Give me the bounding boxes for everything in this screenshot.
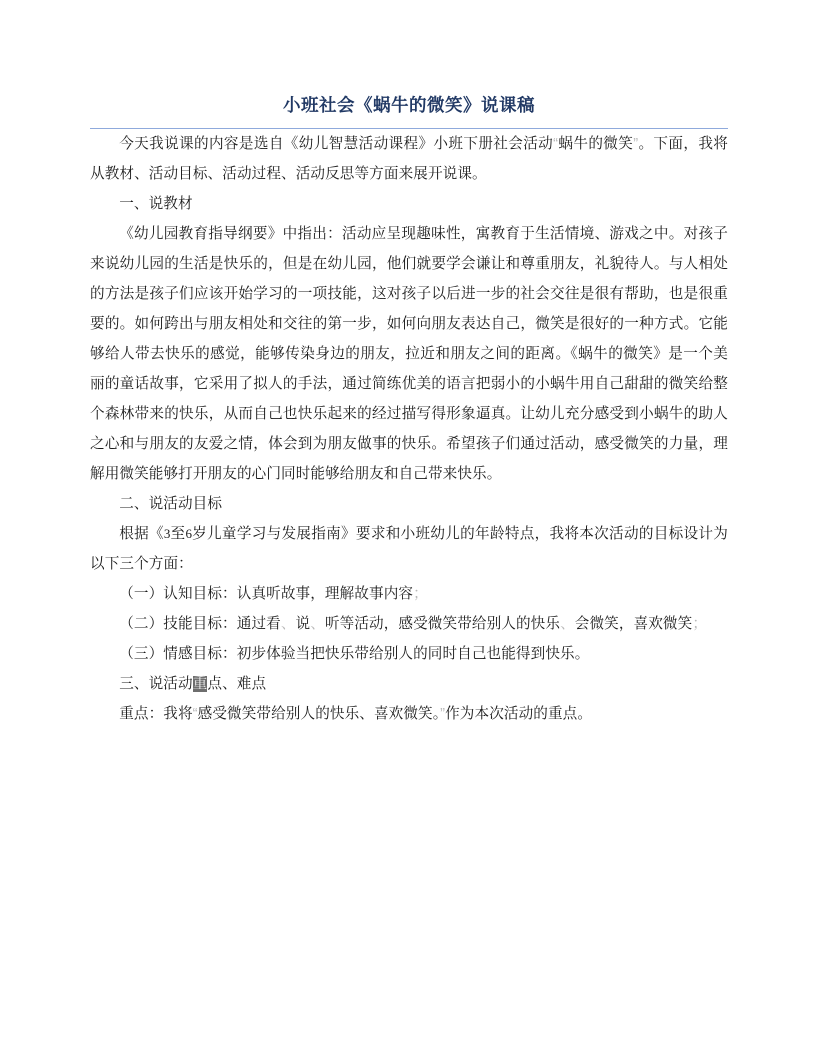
goal-3-text: 初步体验当把快乐带给别人的同时自己也能得到快乐。 [236, 645, 590, 662]
section-2-intro [90, 519, 728, 579]
intro-line1-end: 。 [638, 135, 654, 152]
goal-1-label: （一）认知目标： [119, 585, 237, 602]
quote-close-mark: ” [633, 135, 639, 152]
page-title: 小班社会《蜗牛的微笑》说课稿 [283, 95, 535, 115]
section-heading-2: 二、说活动目标 [119, 495, 223, 512]
goal-1-trailing: ； [413, 585, 428, 602]
goal-1-text: 认真听故事，理解故事内容 [236, 585, 414, 602]
document-content [90, 0, 728, 729]
goal-item-2 [90, 609, 728, 639]
guideline-suffix: 岁儿童学习与发展指南》要求和小班幼儿的年龄特点，我将本次活动的目标设计为以下三个方面： [90, 525, 728, 572]
intro-line2: 下面，我将从教材、活动目标、活动过程、活动反思等方面来展开说课。 [90, 135, 728, 182]
key-point-prefix: 我将 [163, 705, 193, 722]
key-point-paragraph [90, 699, 728, 729]
quote-open-mark: “ [553, 135, 559, 152]
intro-paragraph [90, 129, 728, 189]
key-point-label: 重点： [119, 705, 164, 722]
intro-quoted-title: 蜗牛的微笑 [558, 135, 634, 152]
section-1-body: 《幼儿园教育指导纲要》中指出：活动应呈现趣味性，寓教育于生活情境、游戏之中。对孩子来说幼儿园的生活是快乐的，但是在幼儿园，他们就要学会谦让和尊重朋友，礼貌待人。与人相处的方法是孩子们应该开始学习的一项技能，这对孩子以后进一步的社会交往是很有帮助，也是很重要的。如何跨出与朋友相处和交往的第一步，如何向朋友表达自己，微笑是很好的一种方式。它能够给人带去快乐的感觉，能够传染身边的朋友，拉近和朋友之间的距离。《蜗牛的微笑》是一个美丽的童话故事，它采用了拟人的手法，通过简练优美的语言把弱小的小蜗牛用自己甜甜的微笑给整个森林带来的快乐，从而自己也快乐起来的经过描写得形象逼真。让幼儿充分感受到小蜗牛的助人之心和与朋友的友爱之情，体会到为朋友做事的快乐。希望孩子们通过活动，感受微笑的力量，理解用微笑能够打开朋友的心门同时能够给朋友和自己带来快乐。 [90, 225, 728, 482]
age-from: 3 [163, 525, 171, 541]
goal-2-label: （二）技能目标： [119, 615, 237, 632]
age-connector: 至 [170, 525, 186, 542]
key-point-quote-open: “ [192, 705, 198, 722]
goal-2-text-a: 通过看 [236, 615, 281, 632]
guideline-prefix: 根据《 [119, 525, 164, 542]
goal-2-sep-3: 、 [560, 615, 575, 632]
goal-2-sep-2: 、 [310, 615, 325, 632]
key-point-suffix: 作为本次活动的重点。 [445, 705, 593, 722]
goal-item-1 [90, 579, 728, 609]
key-point-quote: 感受微笑带给别人的快乐、喜欢微笑。 [197, 705, 441, 722]
intro-line1: 今天我说课的内容是选自《幼儿智慧活动课程》小班下册社会活动 [119, 135, 554, 152]
section-heading-1: 一、说教材 [119, 195, 193, 212]
goal-item-3 [90, 639, 728, 669]
goal-2-text-c: 听等活动，感受微笑带给别人的快乐 [324, 615, 561, 632]
goal-2-sep-1: 、 [280, 615, 296, 632]
section-3-heading-highlight: 重 [192, 675, 208, 692]
age-to: 6 [185, 525, 192, 541]
goal-2-trailing: ； [692, 615, 708, 632]
section-3-heading-b: 点、难点 [207, 675, 267, 692]
section-3-heading-a: 三、说活动 [119, 675, 193, 692]
goal-3-label: （三）情感目标： [119, 645, 237, 662]
goal-2-text-d: 会微笑，喜欢微笑 [574, 615, 693, 632]
goal-2-text-b: 说 [295, 615, 311, 632]
section-heading-3 [90, 669, 728, 699]
key-point-quote-close: ” [440, 705, 446, 722]
